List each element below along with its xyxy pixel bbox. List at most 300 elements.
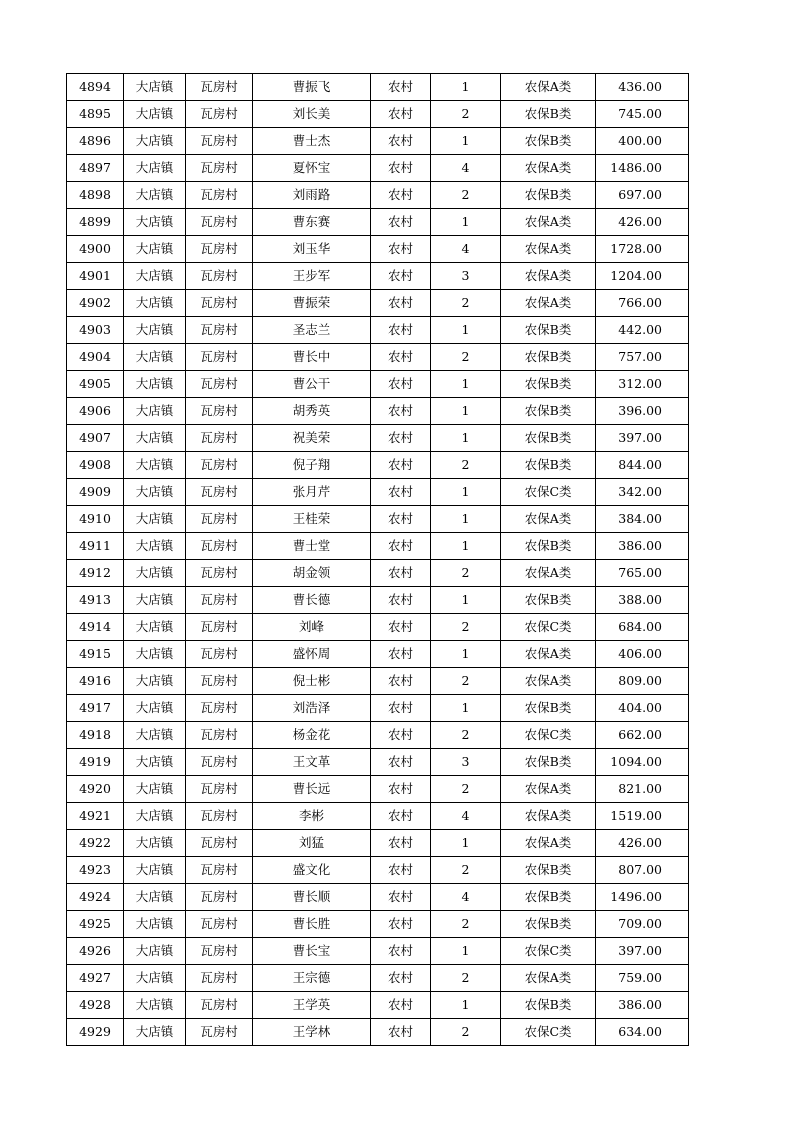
cell-insurance-class: 农保A类 xyxy=(501,155,596,182)
cell-village: 瓦房村 xyxy=(186,479,253,506)
cell-person-name: 刘猛 xyxy=(253,830,371,857)
cell-record-number: 4920 xyxy=(67,776,124,803)
cell-person-name: 盛怀周 xyxy=(253,641,371,668)
table-row xyxy=(67,506,689,533)
cell-record-number: 4921 xyxy=(67,803,124,830)
cell-village: 瓦房村 xyxy=(186,533,253,560)
cell-town: 大店镇 xyxy=(124,479,186,506)
cell-village: 瓦房村 xyxy=(186,425,253,452)
cell-person-count: 2 xyxy=(431,857,501,884)
table-row xyxy=(67,911,689,938)
cell-amount: 1519.00 xyxy=(596,803,689,830)
cell-amount: 404.00 xyxy=(596,695,689,722)
table-row xyxy=(67,803,689,830)
table-row xyxy=(67,155,689,182)
cell-record-number: 4923 xyxy=(67,857,124,884)
cell-residence-type: 农村 xyxy=(371,182,431,209)
cell-record-number: 4912 xyxy=(67,560,124,587)
cell-insurance-class: 农保B类 xyxy=(501,425,596,452)
cell-record-number: 4901 xyxy=(67,263,124,290)
table-row xyxy=(67,830,689,857)
table-row xyxy=(67,101,689,128)
cell-record-number: 4894 xyxy=(67,74,124,101)
cell-village: 瓦房村 xyxy=(186,749,253,776)
cell-town: 大店镇 xyxy=(124,884,186,911)
cell-amount: 807.00 xyxy=(596,857,689,884)
cell-village: 瓦房村 xyxy=(186,209,253,236)
cell-residence-type: 农村 xyxy=(371,560,431,587)
cell-person-count: 2 xyxy=(431,614,501,641)
cell-record-number: 4917 xyxy=(67,695,124,722)
table-row xyxy=(67,533,689,560)
cell-residence-type: 农村 xyxy=(371,317,431,344)
table-row xyxy=(67,1019,689,1046)
cell-person-name: 刘峰 xyxy=(253,614,371,641)
cell-record-number: 4906 xyxy=(67,398,124,425)
table-row xyxy=(67,290,689,317)
cell-person-name: 曹振飞 xyxy=(253,74,371,101)
table-row xyxy=(67,857,689,884)
cell-insurance-class: 农保A类 xyxy=(501,74,596,101)
cell-record-number: 4903 xyxy=(67,317,124,344)
cell-village: 瓦房村 xyxy=(186,263,253,290)
cell-person-name: 王步军 xyxy=(253,263,371,290)
cell-record-number: 4911 xyxy=(67,533,124,560)
cell-insurance-class: 农保A类 xyxy=(501,236,596,263)
cell-record-number: 4924 xyxy=(67,884,124,911)
cell-amount: 697.00 xyxy=(596,182,689,209)
cell-insurance-class: 农保B类 xyxy=(501,587,596,614)
cell-insurance-class: 农保A类 xyxy=(501,560,596,587)
cell-amount: 426.00 xyxy=(596,209,689,236)
cell-village: 瓦房村 xyxy=(186,641,253,668)
table-row xyxy=(67,776,689,803)
cell-amount: 1728.00 xyxy=(596,236,689,263)
cell-person-name: 曹振荣 xyxy=(253,290,371,317)
cell-town: 大店镇 xyxy=(124,803,186,830)
cell-amount: 342.00 xyxy=(596,479,689,506)
cell-person-count: 2 xyxy=(431,776,501,803)
cell-town: 大店镇 xyxy=(124,776,186,803)
cell-record-number: 4927 xyxy=(67,965,124,992)
cell-village: 瓦房村 xyxy=(186,992,253,1019)
cell-town: 大店镇 xyxy=(124,290,186,317)
cell-record-number: 4928 xyxy=(67,992,124,1019)
cell-insurance-class: 农保A类 xyxy=(501,965,596,992)
cell-insurance-class: 农保C类 xyxy=(501,479,596,506)
table-row xyxy=(67,614,689,641)
cell-amount: 1496.00 xyxy=(596,884,689,911)
cell-town: 大店镇 xyxy=(124,857,186,884)
cell-person-name: 曹士堂 xyxy=(253,533,371,560)
cell-record-number: 4909 xyxy=(67,479,124,506)
cell-person-name: 曹东赛 xyxy=(253,209,371,236)
cell-village: 瓦房村 xyxy=(186,128,253,155)
table-row xyxy=(67,884,689,911)
cell-town: 大店镇 xyxy=(124,236,186,263)
cell-person-count: 4 xyxy=(431,803,501,830)
cell-insurance-class: 农保B类 xyxy=(501,344,596,371)
cell-amount: 757.00 xyxy=(596,344,689,371)
cell-person-count: 1 xyxy=(431,479,501,506)
cell-village: 瓦房村 xyxy=(186,911,253,938)
cell-person-count: 1 xyxy=(431,425,501,452)
cell-person-count: 1 xyxy=(431,317,501,344)
cell-town: 大店镇 xyxy=(124,992,186,1019)
table-row xyxy=(67,560,689,587)
cell-record-number: 4929 xyxy=(67,1019,124,1046)
cell-amount: 388.00 xyxy=(596,587,689,614)
cell-record-number: 4905 xyxy=(67,371,124,398)
cell-residence-type: 农村 xyxy=(371,452,431,479)
cell-person-name: 倪子翔 xyxy=(253,452,371,479)
cell-person-name: 夏怀宝 xyxy=(253,155,371,182)
cell-record-number: 4916 xyxy=(67,668,124,695)
cell-person-count: 4 xyxy=(431,884,501,911)
cell-insurance-class: 农保B类 xyxy=(501,182,596,209)
cell-town: 大店镇 xyxy=(124,965,186,992)
cell-insurance-class: 农保B类 xyxy=(501,884,596,911)
cell-town: 大店镇 xyxy=(124,263,186,290)
table-row xyxy=(67,263,689,290)
cell-residence-type: 农村 xyxy=(371,101,431,128)
cell-person-count: 2 xyxy=(431,911,501,938)
table-row xyxy=(67,668,689,695)
table-row xyxy=(67,317,689,344)
cell-village: 瓦房村 xyxy=(186,182,253,209)
cell-insurance-class: 农保B类 xyxy=(501,128,596,155)
cell-town: 大店镇 xyxy=(124,128,186,155)
cell-record-number: 4925 xyxy=(67,911,124,938)
cell-town: 大店镇 xyxy=(124,695,186,722)
cell-town: 大店镇 xyxy=(124,587,186,614)
cell-town: 大店镇 xyxy=(124,938,186,965)
table-row xyxy=(67,236,689,263)
cell-person-name: 王文革 xyxy=(253,749,371,776)
cell-person-count: 2 xyxy=(431,965,501,992)
cell-village: 瓦房村 xyxy=(186,101,253,128)
cell-insurance-class: 农保A类 xyxy=(501,641,596,668)
cell-insurance-class: 农保B类 xyxy=(501,533,596,560)
cell-residence-type: 农村 xyxy=(371,992,431,1019)
cell-town: 大店镇 xyxy=(124,533,186,560)
cell-record-number: 4910 xyxy=(67,506,124,533)
cell-village: 瓦房村 xyxy=(186,155,253,182)
cell-insurance-class: 农保A类 xyxy=(501,668,596,695)
cell-residence-type: 农村 xyxy=(371,614,431,641)
cell-amount: 1204.00 xyxy=(596,263,689,290)
cell-record-number: 4922 xyxy=(67,830,124,857)
cell-village: 瓦房村 xyxy=(186,236,253,263)
cell-village: 瓦房村 xyxy=(186,560,253,587)
cell-person-name: 王宗德 xyxy=(253,965,371,992)
cell-insurance-class: 农保B类 xyxy=(501,317,596,344)
cell-insurance-class: 农保B类 xyxy=(501,911,596,938)
cell-village: 瓦房村 xyxy=(186,776,253,803)
cell-residence-type: 农村 xyxy=(371,587,431,614)
cell-village: 瓦房村 xyxy=(186,506,253,533)
cell-person-count: 2 xyxy=(431,1019,501,1046)
cell-person-count: 2 xyxy=(431,101,501,128)
cell-amount: 312.00 xyxy=(596,371,689,398)
cell-person-count: 4 xyxy=(431,155,501,182)
cell-village: 瓦房村 xyxy=(186,371,253,398)
cell-insurance-class: 农保B类 xyxy=(501,695,596,722)
cell-person-name: 曹长顺 xyxy=(253,884,371,911)
cell-insurance-class: 农保B类 xyxy=(501,398,596,425)
cell-person-count: 4 xyxy=(431,236,501,263)
cell-person-name: 祝美荣 xyxy=(253,425,371,452)
cell-residence-type: 农村 xyxy=(371,371,431,398)
cell-village: 瓦房村 xyxy=(186,614,253,641)
cell-residence-type: 农村 xyxy=(371,776,431,803)
cell-person-name: 曹长德 xyxy=(253,587,371,614)
cell-amount: 386.00 xyxy=(596,533,689,560)
cell-record-number: 4896 xyxy=(67,128,124,155)
cell-town: 大店镇 xyxy=(124,155,186,182)
cell-residence-type: 农村 xyxy=(371,803,431,830)
cell-person-count: 1 xyxy=(431,830,501,857)
cell-person-count: 2 xyxy=(431,722,501,749)
table-row xyxy=(67,344,689,371)
cell-person-count: 1 xyxy=(431,398,501,425)
cell-village: 瓦房村 xyxy=(186,398,253,425)
cell-amount: 809.00 xyxy=(596,668,689,695)
table-row xyxy=(67,182,689,209)
cell-insurance-class: 农保C类 xyxy=(501,614,596,641)
cell-village: 瓦房村 xyxy=(186,965,253,992)
cell-amount: 400.00 xyxy=(596,128,689,155)
table-row xyxy=(67,128,689,155)
cell-person-name: 刘玉华 xyxy=(253,236,371,263)
cell-person-count: 2 xyxy=(431,290,501,317)
cell-insurance-class: 农保A类 xyxy=(501,776,596,803)
cell-person-name: 王学英 xyxy=(253,992,371,1019)
cell-town: 大店镇 xyxy=(124,209,186,236)
cell-insurance-class: 农保B类 xyxy=(501,992,596,1019)
table-row xyxy=(67,74,689,101)
cell-town: 大店镇 xyxy=(124,560,186,587)
cell-residence-type: 农村 xyxy=(371,128,431,155)
cell-town: 大店镇 xyxy=(124,74,186,101)
cell-village: 瓦房村 xyxy=(186,830,253,857)
cell-village: 瓦房村 xyxy=(186,884,253,911)
benefits-table xyxy=(66,73,689,1046)
cell-amount: 436.00 xyxy=(596,74,689,101)
cell-town: 大店镇 xyxy=(124,398,186,425)
cell-person-name: 张月芹 xyxy=(253,479,371,506)
cell-insurance-class: 农保A类 xyxy=(501,830,596,857)
cell-amount: 1486.00 xyxy=(596,155,689,182)
cell-person-name: 刘浩泽 xyxy=(253,695,371,722)
cell-record-number: 4904 xyxy=(67,344,124,371)
cell-amount: 426.00 xyxy=(596,830,689,857)
cell-person-name: 王学林 xyxy=(253,1019,371,1046)
cell-person-name: 曹长胜 xyxy=(253,911,371,938)
cell-person-count: 1 xyxy=(431,371,501,398)
cell-residence-type: 农村 xyxy=(371,1019,431,1046)
cell-record-number: 4918 xyxy=(67,722,124,749)
table-row xyxy=(67,587,689,614)
cell-amount: 384.00 xyxy=(596,506,689,533)
cell-person-name: 曹长中 xyxy=(253,344,371,371)
cell-town: 大店镇 xyxy=(124,317,186,344)
cell-village: 瓦房村 xyxy=(186,857,253,884)
cell-amount: 821.00 xyxy=(596,776,689,803)
cell-person-name: 曹公干 xyxy=(253,371,371,398)
cell-person-count: 1 xyxy=(431,695,501,722)
cell-amount: 709.00 xyxy=(596,911,689,938)
cell-residence-type: 农村 xyxy=(371,398,431,425)
cell-town: 大店镇 xyxy=(124,101,186,128)
cell-residence-type: 农村 xyxy=(371,911,431,938)
cell-record-number: 4897 xyxy=(67,155,124,182)
table-row xyxy=(67,938,689,965)
cell-person-name: 王桂荣 xyxy=(253,506,371,533)
cell-amount: 745.00 xyxy=(596,101,689,128)
cell-person-count: 1 xyxy=(431,992,501,1019)
cell-town: 大店镇 xyxy=(124,830,186,857)
cell-town: 大店镇 xyxy=(124,668,186,695)
cell-person-count: 3 xyxy=(431,263,501,290)
cell-amount: 765.00 xyxy=(596,560,689,587)
cell-record-number: 4919 xyxy=(67,749,124,776)
cell-village: 瓦房村 xyxy=(186,587,253,614)
table-row xyxy=(67,425,689,452)
cell-amount: 759.00 xyxy=(596,965,689,992)
table-row xyxy=(67,371,689,398)
cell-town: 大店镇 xyxy=(124,452,186,479)
cell-person-name: 倪士彬 xyxy=(253,668,371,695)
cell-amount: 662.00 xyxy=(596,722,689,749)
cell-residence-type: 农村 xyxy=(371,965,431,992)
cell-person-name: 曹长远 xyxy=(253,776,371,803)
cell-residence-type: 农村 xyxy=(371,479,431,506)
cell-residence-type: 农村 xyxy=(371,290,431,317)
cell-village: 瓦房村 xyxy=(186,317,253,344)
cell-record-number: 4898 xyxy=(67,182,124,209)
cell-town: 大店镇 xyxy=(124,371,186,398)
cell-amount: 634.00 xyxy=(596,1019,689,1046)
cell-village: 瓦房村 xyxy=(186,452,253,479)
cell-person-count: 1 xyxy=(431,641,501,668)
cell-town: 大店镇 xyxy=(124,614,186,641)
cell-person-count: 2 xyxy=(431,452,501,479)
cell-residence-type: 农村 xyxy=(371,74,431,101)
table-row xyxy=(67,749,689,776)
cell-amount: 396.00 xyxy=(596,398,689,425)
cell-residence-type: 农村 xyxy=(371,695,431,722)
table-row xyxy=(67,695,689,722)
table-body xyxy=(67,74,689,1046)
cell-residence-type: 农村 xyxy=(371,425,431,452)
cell-person-count: 2 xyxy=(431,560,501,587)
cell-person-count: 2 xyxy=(431,182,501,209)
table-row xyxy=(67,479,689,506)
cell-residence-type: 农村 xyxy=(371,830,431,857)
cell-person-name: 盛文化 xyxy=(253,857,371,884)
cell-residence-type: 农村 xyxy=(371,884,431,911)
cell-town: 大店镇 xyxy=(124,722,186,749)
cell-person-name: 胡金领 xyxy=(253,560,371,587)
cell-amount: 684.00 xyxy=(596,614,689,641)
cell-village: 瓦房村 xyxy=(186,74,253,101)
cell-person-name: 李彬 xyxy=(253,803,371,830)
cell-residence-type: 农村 xyxy=(371,749,431,776)
cell-amount: 844.00 xyxy=(596,452,689,479)
table-row xyxy=(67,641,689,668)
cell-person-count: 1 xyxy=(431,533,501,560)
cell-record-number: 4908 xyxy=(67,452,124,479)
cell-town: 大店镇 xyxy=(124,344,186,371)
cell-village: 瓦房村 xyxy=(186,803,253,830)
cell-insurance-class: 农保A类 xyxy=(501,290,596,317)
cell-person-name: 刘雨路 xyxy=(253,182,371,209)
cell-residence-type: 农村 xyxy=(371,668,431,695)
cell-town: 大店镇 xyxy=(124,641,186,668)
cell-residence-type: 农村 xyxy=(371,344,431,371)
cell-record-number: 4926 xyxy=(67,938,124,965)
cell-record-number: 4895 xyxy=(67,101,124,128)
table-row xyxy=(67,398,689,425)
table-row xyxy=(67,722,689,749)
cell-person-name: 圣志兰 xyxy=(253,317,371,344)
cell-amount: 397.00 xyxy=(596,425,689,452)
cell-insurance-class: 农保C类 xyxy=(501,938,596,965)
cell-residence-type: 农村 xyxy=(371,857,431,884)
cell-insurance-class: 农保B类 xyxy=(501,749,596,776)
cell-village: 瓦房村 xyxy=(186,722,253,749)
cell-person-count: 1 xyxy=(431,938,501,965)
cell-person-count: 2 xyxy=(431,668,501,695)
cell-amount: 386.00 xyxy=(596,992,689,1019)
cell-person-name: 胡秀英 xyxy=(253,398,371,425)
cell-record-number: 4913 xyxy=(67,587,124,614)
cell-amount: 442.00 xyxy=(596,317,689,344)
cell-record-number: 4915 xyxy=(67,641,124,668)
cell-record-number: 4914 xyxy=(67,614,124,641)
cell-person-count: 1 xyxy=(431,74,501,101)
table-row xyxy=(67,209,689,236)
cell-insurance-class: 农保A类 xyxy=(501,263,596,290)
cell-insurance-class: 农保C类 xyxy=(501,1019,596,1046)
cell-person-name: 刘长美 xyxy=(253,101,371,128)
table-row xyxy=(67,992,689,1019)
cell-person-count: 1 xyxy=(431,128,501,155)
cell-town: 大店镇 xyxy=(124,749,186,776)
cell-village: 瓦房村 xyxy=(186,1019,253,1046)
cell-residence-type: 农村 xyxy=(371,641,431,668)
cell-amount: 766.00 xyxy=(596,290,689,317)
cell-residence-type: 农村 xyxy=(371,155,431,182)
cell-village: 瓦房村 xyxy=(186,938,253,965)
cell-record-number: 4899 xyxy=(67,209,124,236)
cell-insurance-class: 农保C类 xyxy=(501,722,596,749)
cell-town: 大店镇 xyxy=(124,911,186,938)
cell-insurance-class: 农保A类 xyxy=(501,803,596,830)
cell-record-number: 4907 xyxy=(67,425,124,452)
cell-residence-type: 农村 xyxy=(371,263,431,290)
cell-town: 大店镇 xyxy=(124,182,186,209)
cell-residence-type: 农村 xyxy=(371,506,431,533)
cell-town: 大店镇 xyxy=(124,506,186,533)
cell-person-count: 1 xyxy=(431,209,501,236)
cell-insurance-class: 农保B类 xyxy=(501,857,596,884)
cell-record-number: 4900 xyxy=(67,236,124,263)
table-row xyxy=(67,965,689,992)
cell-town: 大店镇 xyxy=(124,1019,186,1046)
cell-residence-type: 农村 xyxy=(371,209,431,236)
